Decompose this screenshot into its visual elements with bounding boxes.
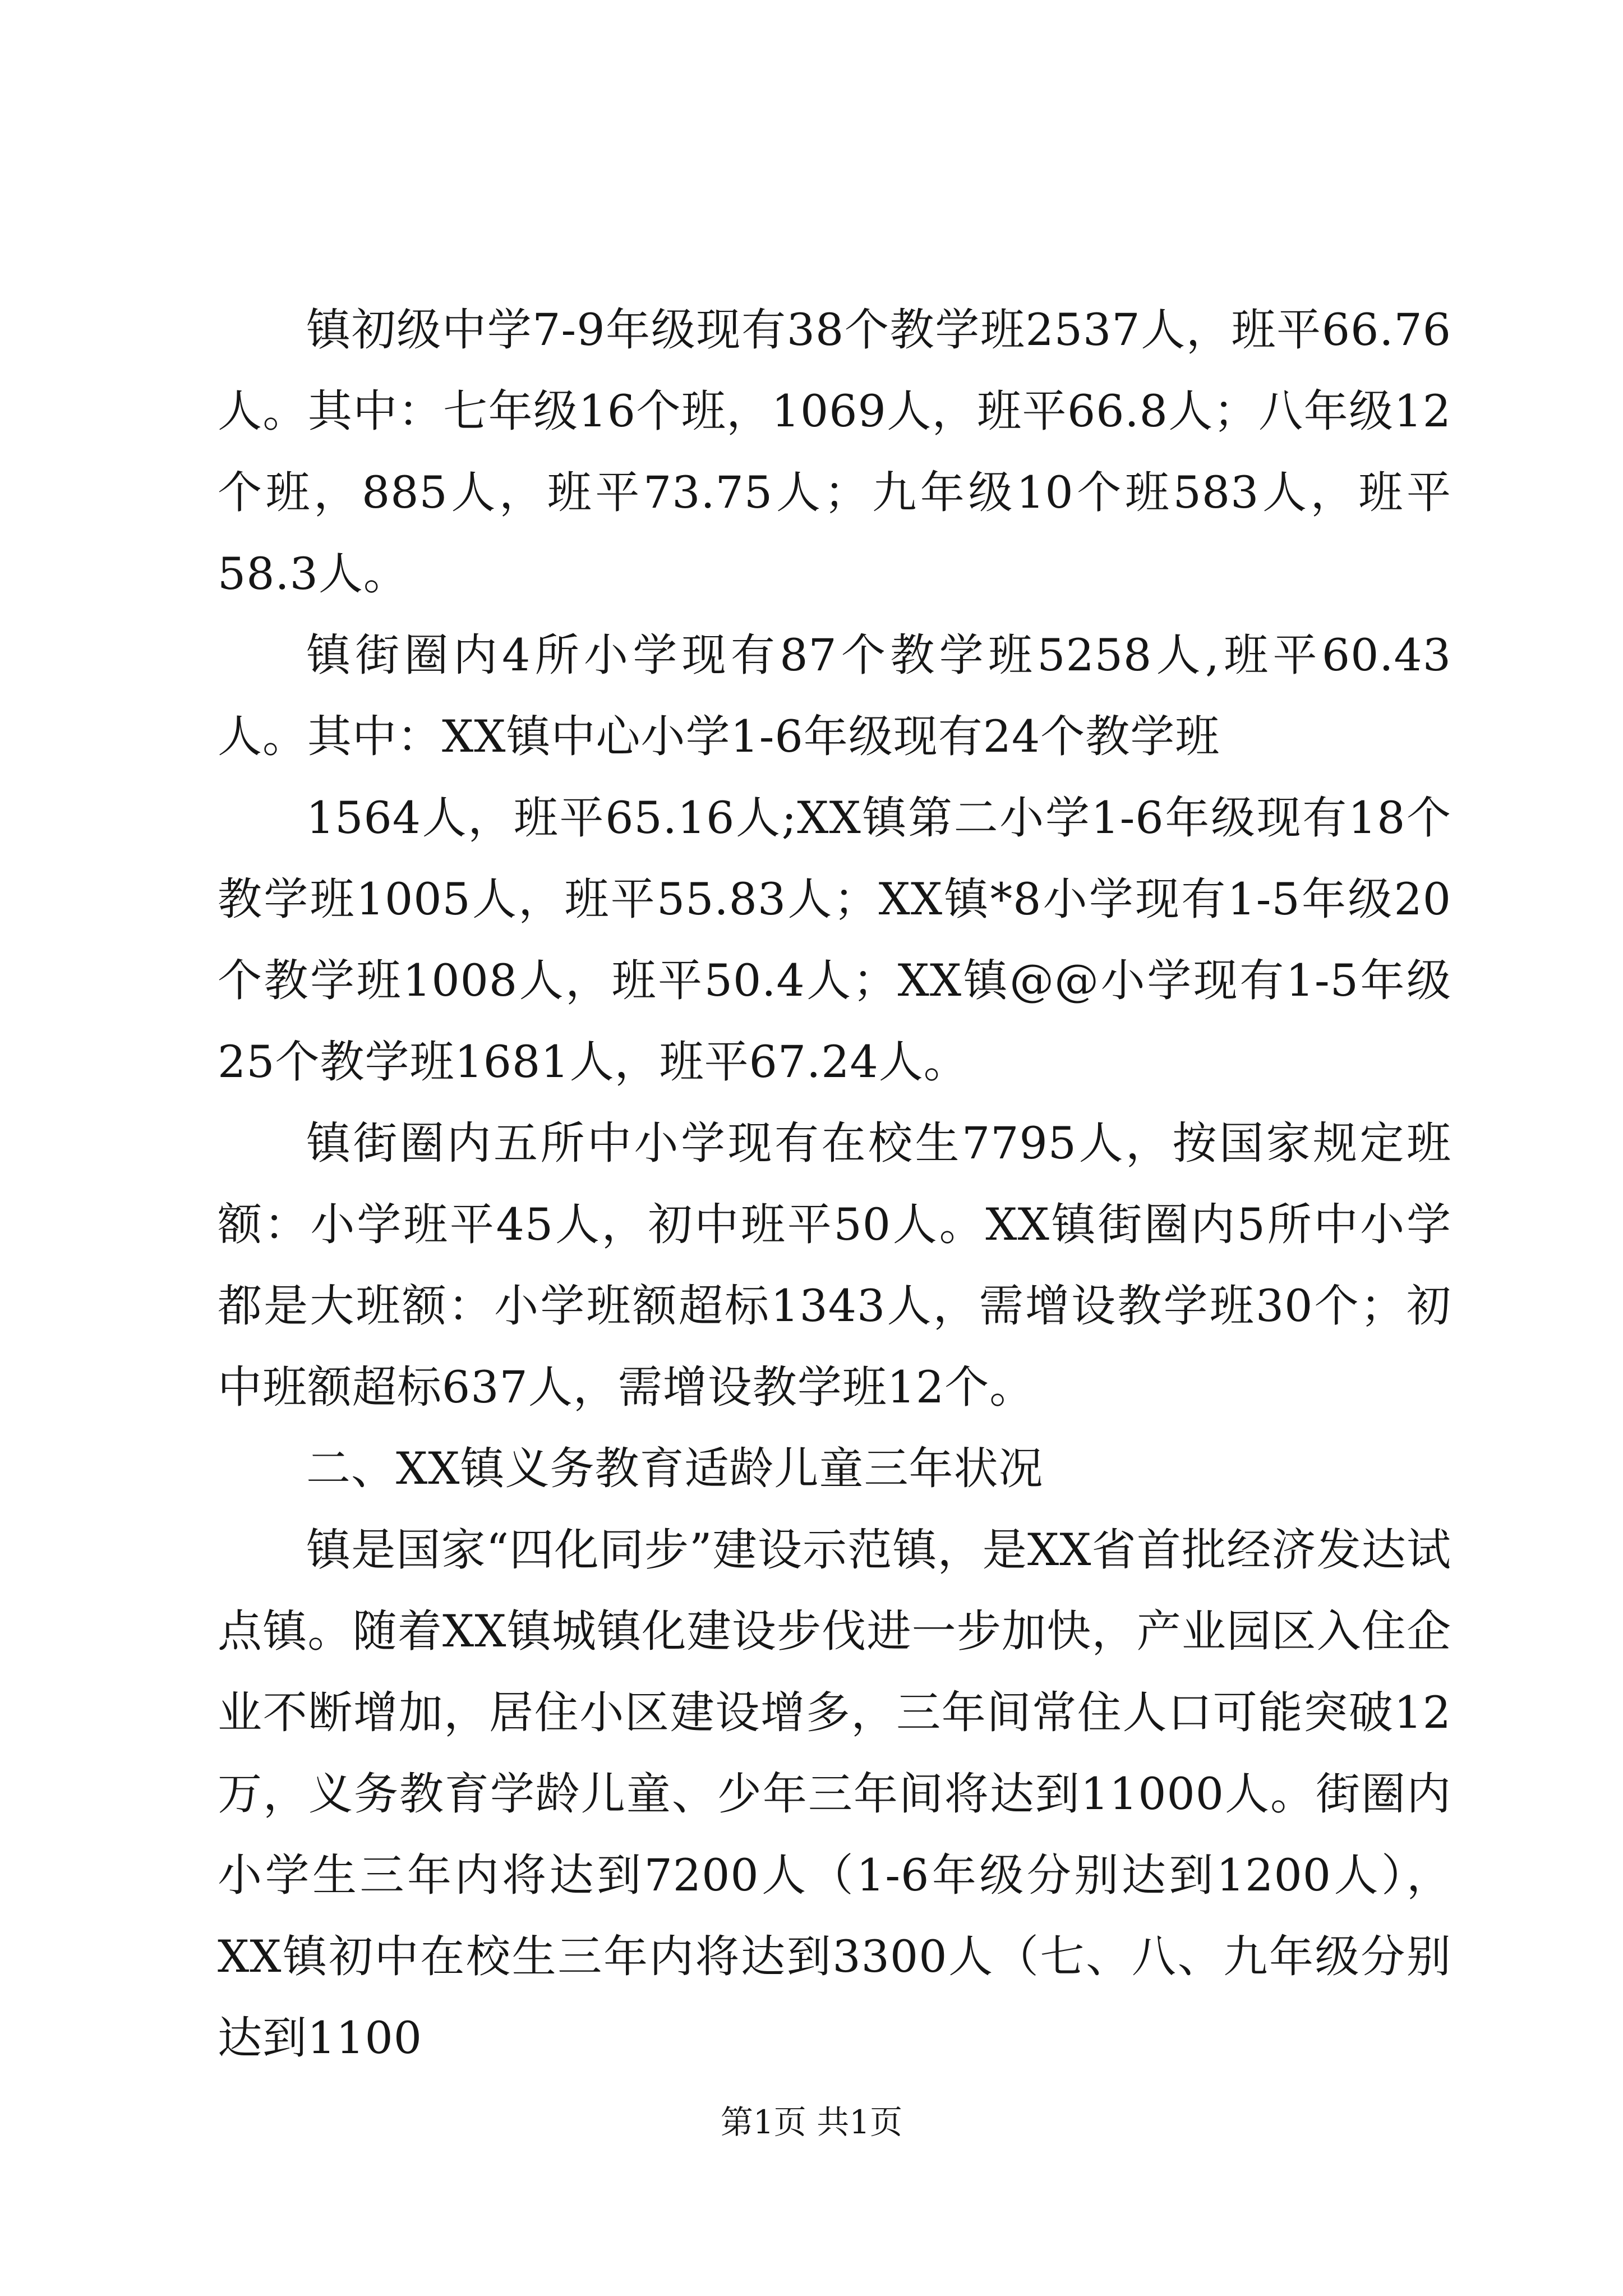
- paragraph-class-size-overrun: 镇街圈内五所中小学现有在校生7795人，按国家规定班额：小学班平45人，初中班平50人。XX镇街圈内5所中小学都是大班额：小学班额超标1343人，需增设教学班30个；初中班额超标637人，需增设教学班12个。: [218, 1117, 1451, 1413]
- page-number-footer: 第1页 共1页: [720, 2103, 903, 2141]
- paragraph-primary-schools-summary: 镇街圈内4所小学现有87个教学班5258人,班平60.43人。其中：XX镇中心小学1-6年级现有24个教学班: [218, 629, 1451, 762]
- paragraph-junior-middle-school-classes: 镇初级中学7-9年级现有38个教学班2537人，班平66.76人。其中：七年级16个班，1069人，班平66.8人；八年级12个班，885人，班平73.75人；九年级10个班583人，班平58.3人。: [218, 304, 1451, 600]
- paragraph-population-growth: 镇是国家“四化同步”建设示范镇，是XX省首批经济发达试点镇。随着XX镇城镇化建设步伐进一步加快，产业园区入住企业不断增加，居住小区建设增多，三年间常住人口可能突破12万，义务教育学龄儿童、少年三年间将达到11000人。街圈内小学生三年内将达到7200人（1-6年级分别达到1200人），XX镇初中在校生三年内将达到3300人（七、八、九年级分别达到1100: [218, 1524, 1451, 2064]
- document-body: [218, 289, 1451, 2079]
- paragraph-primary-schools-detail: 1564人，班平65.16人;XX镇第二小学1-6年级现有18个教学班1005人，班平55.83人；XX镇*8小学现有1-5年级20个教学班1008人，班平50.4人；XX镇@@小学现有1-5年级25个教学班1681人，班平67.24人。: [218, 792, 1451, 1088]
- section-heading-three-year-status: 二、XX镇义务教育适龄儿童三年状况: [306, 1443, 1044, 1494]
